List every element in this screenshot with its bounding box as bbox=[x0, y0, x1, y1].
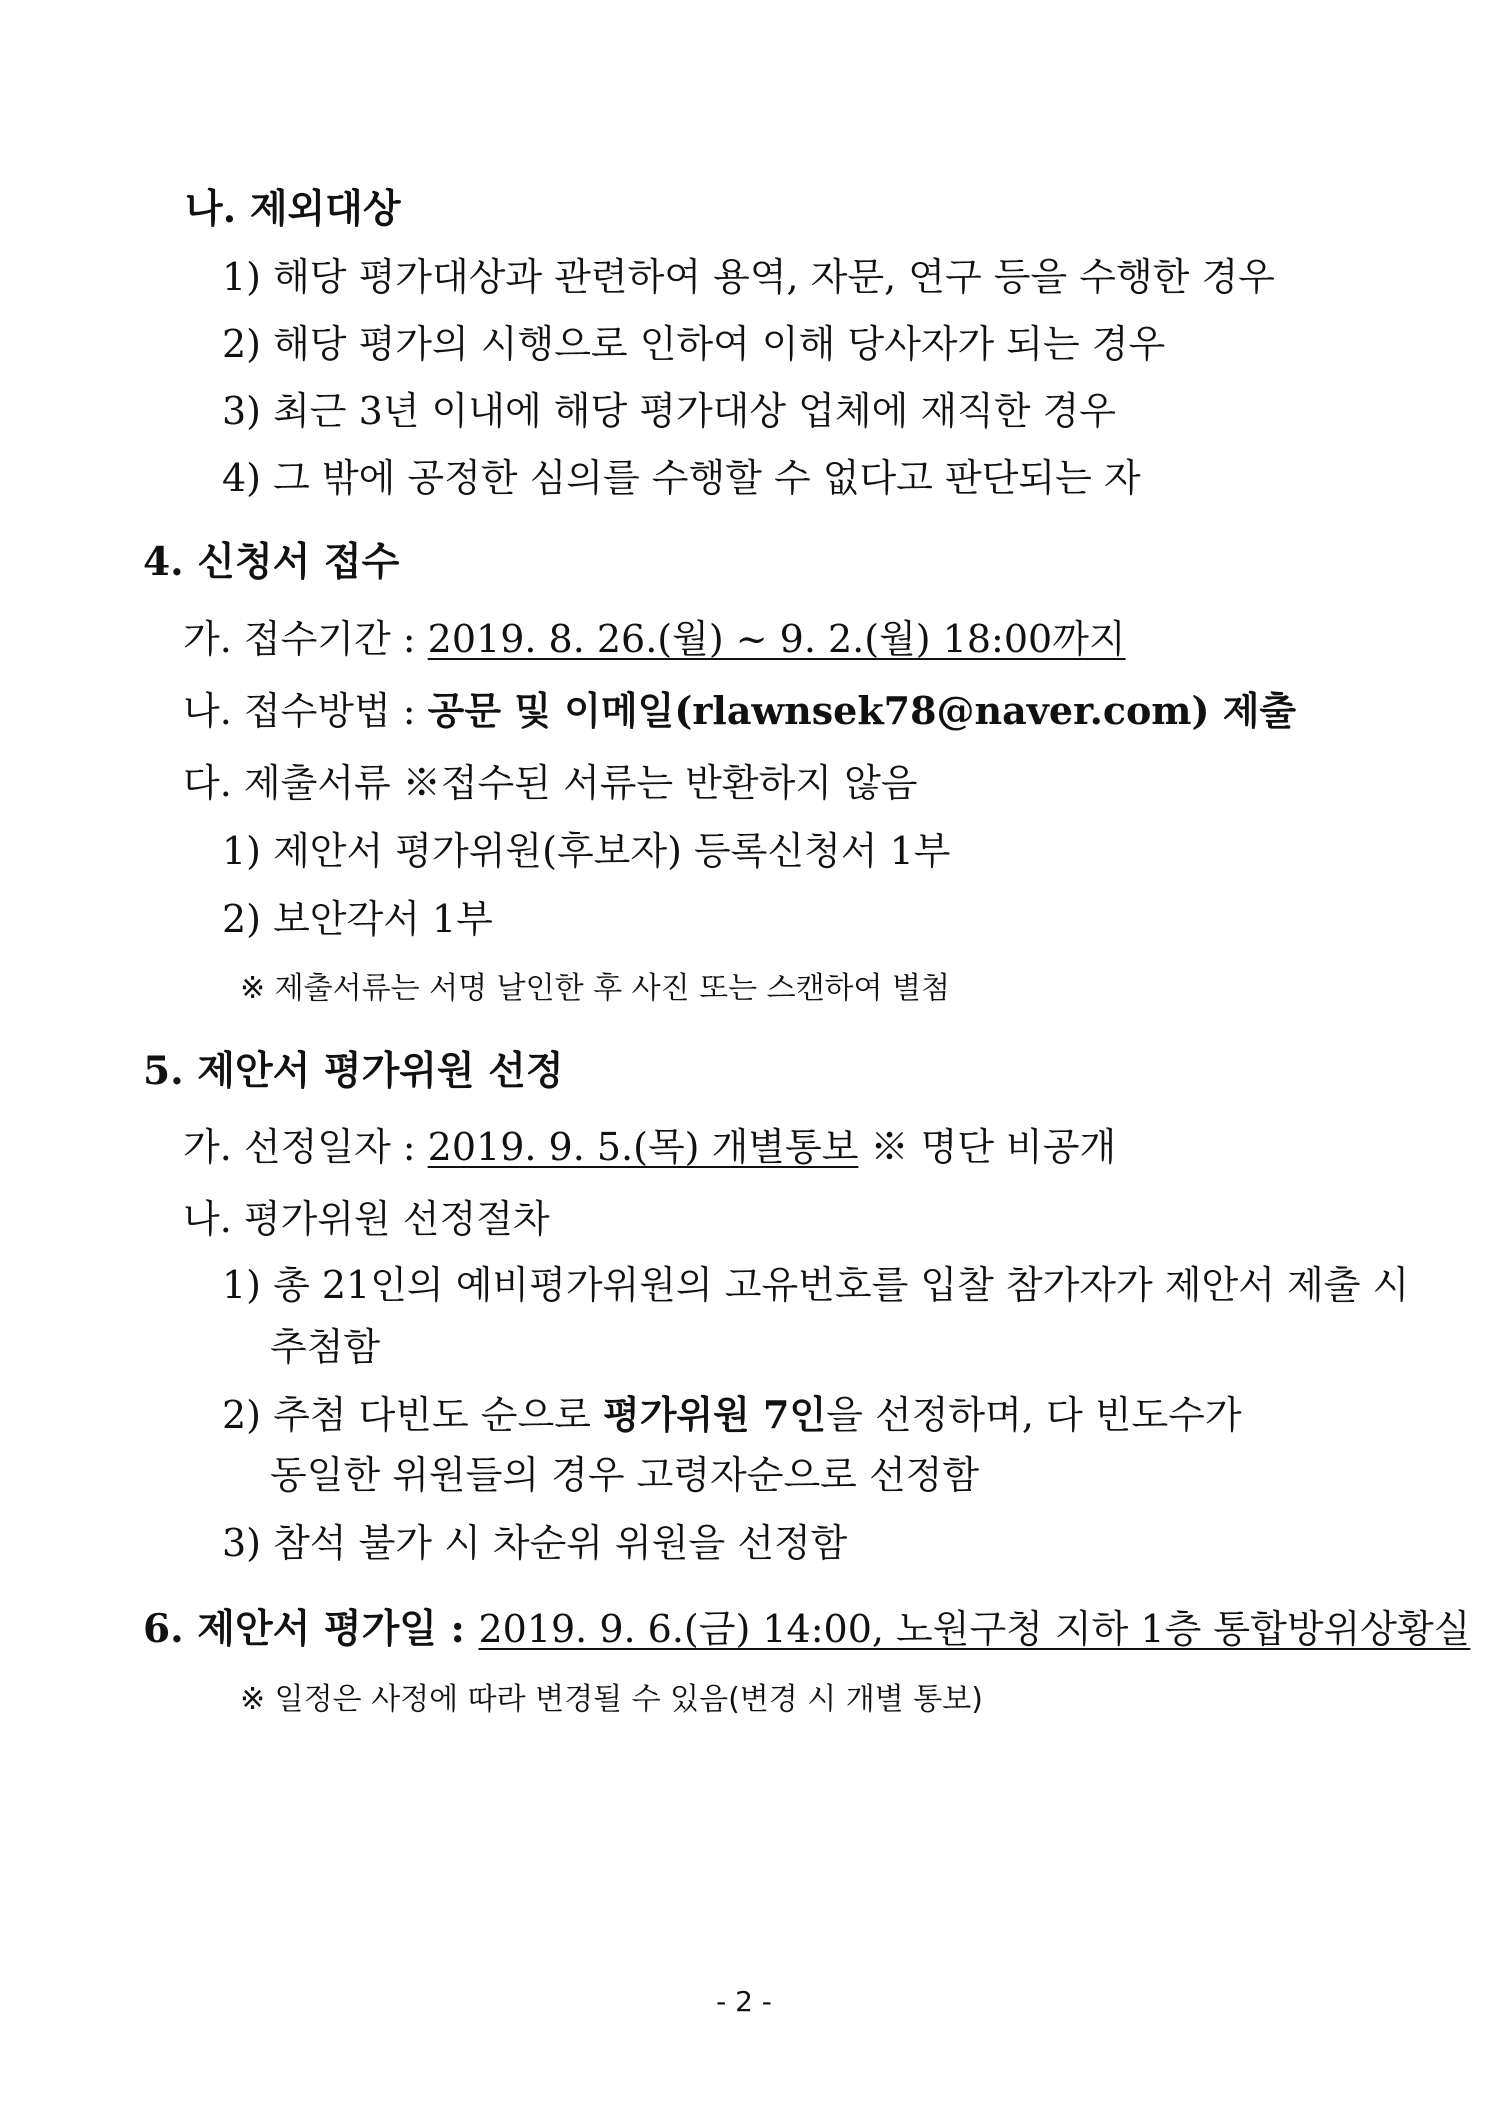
application-method-label: 나. 접수방법 : bbox=[183, 689, 428, 733]
selection-date bbox=[183, 1125, 1117, 1169]
section-heading-4: 4. 신청서 접수 bbox=[143, 539, 400, 585]
selection-date-note: ※ 명단 비공개 bbox=[858, 1125, 1117, 1169]
procedure-item-2-bold: 평가위원 7인 bbox=[602, 1392, 827, 1437]
application-period-value: 2019. 8. 26.(월) ~ 9. 2.(월) 18:00까지 bbox=[427, 617, 1126, 661]
page-number: - 2 - bbox=[716, 1985, 772, 2018]
submission-doc-2: 2) 보안각서 1부 bbox=[222, 897, 493, 941]
procedure-item-2-pre: 2) 추첨 다빈도 순으로 bbox=[222, 1393, 603, 1437]
evaluation-date-value: 2019. 9. 6.(금) 14:00, 노원구청 지하 1층 통합방위상황실 bbox=[478, 1607, 1471, 1651]
section-heading-5: 5. 제안서 평가위원 선정 bbox=[143, 1048, 564, 1094]
selection-date-value: 2019. 9. 5.(목) 개별통보 bbox=[427, 1125, 859, 1169]
section-heading-6 bbox=[143, 1606, 1471, 1652]
subsection-heading-exclusions: 나. 제외대상 bbox=[185, 186, 401, 232]
procedure-item-1-line-2: 추첨함 bbox=[270, 1325, 381, 1369]
exclusion-item-4: 4) 그 밖에 공정한 심의를 수행할 수 없다고 판단되는 자 bbox=[222, 456, 1141, 500]
schedule-note: ※ 일정은 사정에 따라 변경될 수 있음(변경 시 개별 통보) bbox=[240, 1682, 983, 1717]
procedure-item-2-line-2: 동일한 위원들의 경우 고령자순으로 선정함 bbox=[270, 1453, 980, 1497]
procedure-item-2-line-1 bbox=[222, 1392, 1242, 1437]
submission-doc-1: 1) 제안서 평가위원(후보자) 등록신청서 1부 bbox=[222, 829, 951, 873]
procedure-item-3: 3) 참석 불가 시 차순위 위원을 선정함 bbox=[222, 1521, 848, 1565]
procedure-item-2-post: 을 선정하며, 다 빈도수가 bbox=[826, 1393, 1242, 1437]
submission-docs-note: ※ 제출서류는 서명 날인한 후 사진 또는 스캔하여 별첨 bbox=[240, 971, 951, 1006]
selection-date-label: 가. 선정일자 : bbox=[183, 1125, 428, 1169]
submission-docs-label: 다. 제출서류 ※접수된 서류는 반환하지 않음 bbox=[183, 761, 918, 805]
procedure-item-1-line-1: 1) 총 21인의 예비평가위원의 고유번호를 입찰 참가자가 제안서 제출 시 bbox=[222, 1263, 1410, 1307]
application-period bbox=[183, 617, 1126, 661]
application-period-label: 가. 접수기간 : bbox=[183, 617, 428, 661]
exclusion-item-1: 1) 해당 평가대상과 관련하여 용역, 자문, 연구 등을 수행한 경우 bbox=[222, 255, 1275, 299]
evaluation-date-label: 6. 제안서 평가일 : bbox=[143, 1606, 479, 1652]
application-method bbox=[183, 688, 1297, 733]
selection-procedure-label: 나. 평가위원 선정절차 bbox=[183, 1197, 550, 1241]
application-method-value: 공문 및 이메일(rlawnsek78@naver.com) 제출 bbox=[427, 688, 1297, 733]
exclusion-item-2: 2) 해당 평가의 시행으로 인하여 이해 당사자가 되는 경우 bbox=[222, 322, 1166, 366]
exclusion-item-3: 3) 최근 3년 이내에 해당 평가대상 업체에 재직한 경우 bbox=[222, 389, 1116, 433]
